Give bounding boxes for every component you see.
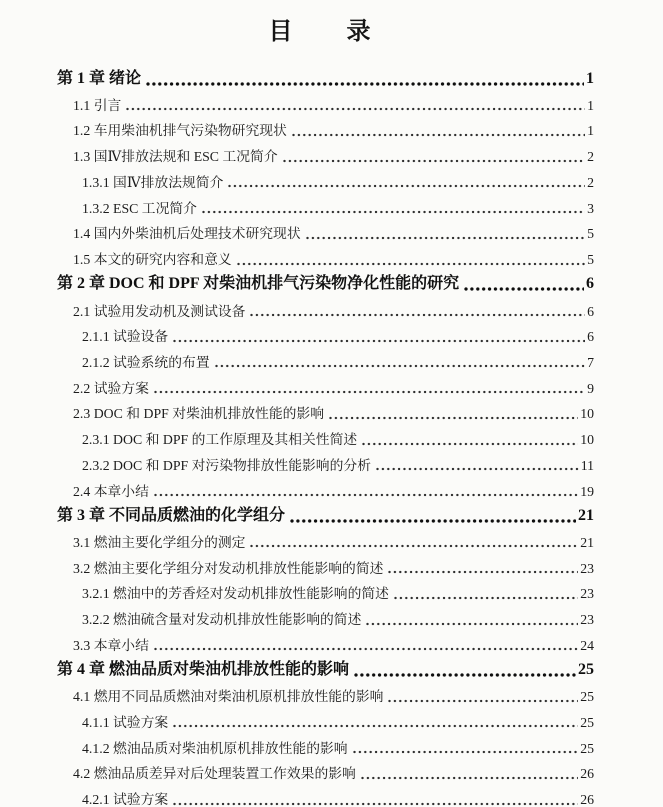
- toc-entry-page: 2: [587, 174, 594, 190]
- toc-leader-dots: [154, 493, 578, 497]
- page-title: 目 录: [268, 19, 373, 45]
- toc-entry-label: 2.2 试验方案: [73, 380, 149, 396]
- toc-entry: [57, 553, 594, 579]
- toc-leader-dots: [146, 82, 584, 86]
- toc-entry-label: 第 3 章 不同品质燃油的化学组分: [57, 506, 286, 524]
- toc-entry: [57, 168, 594, 194]
- toc-entry-label: 1.5 本文的研究内容和意义: [73, 252, 232, 268]
- toc-leader-dots: [283, 159, 585, 163]
- toc-entry-page: 10: [580, 406, 594, 422]
- toc-leader-dots: [154, 390, 585, 394]
- toc-entry: [57, 271, 594, 297]
- toc-entry-label: 4.1.2 燃油品质对柴油机原机排放性能的影响: [82, 740, 348, 756]
- toc-entry-page: 1: [587, 123, 594, 139]
- toc-entry: [57, 656, 594, 682]
- toc-entry: [57, 476, 594, 502]
- toc-entry-page: 25: [580, 740, 594, 756]
- toc-entry-page: 9: [587, 380, 594, 396]
- toc-entry: [57, 322, 594, 348]
- toc-entry-label: 3.1 燃油主要化学组分的测定: [73, 534, 246, 550]
- toc-entry: [57, 116, 594, 142]
- toc-entry-label: 3.2.1 燃油中的芳香烃对发动机排放性能影响的简述: [82, 586, 389, 602]
- toc-entry-page: 19: [580, 483, 594, 499]
- toc-leader-dots: [237, 262, 585, 266]
- toc-entry-label: 2.3.1 DOC 和 DPF 的工作原理及其相关性简述: [82, 432, 358, 448]
- toc-entry-label: 4.1 燃用不同品质燃油对柴油机原机排放性能的影响: [73, 689, 384, 705]
- toc-entry-label: 2.3.2 DOC 和 DPF 对污染物排放性能影响的分析: [82, 457, 371, 473]
- toc-entry: [57, 682, 594, 708]
- toc-entry-page: 25: [580, 715, 594, 730]
- toc-entry: [57, 91, 594, 117]
- toc-entry: [57, 785, 594, 807]
- toc-entry-label: 第 1 章 绪论: [57, 69, 142, 87]
- toc-leader-dots: [353, 750, 579, 754]
- toc-entry: [57, 631, 594, 657]
- toc-entry: [57, 219, 594, 245]
- toc-entry: [57, 373, 594, 399]
- toc-entry: [57, 245, 594, 271]
- toc-entry-page: 5: [587, 252, 594, 268]
- toc-entry: [57, 759, 594, 785]
- toc-entry-label: 1.1 引言: [73, 97, 122, 113]
- toc-entry-page: 23: [580, 586, 594, 602]
- toc-leader-dots: [202, 210, 585, 214]
- toc-entry-page: 25: [580, 689, 594, 705]
- toc-leader-dots: [215, 364, 585, 368]
- toc-entry-page: 6: [587, 303, 594, 319]
- toc-entry: [57, 425, 594, 451]
- toc-entry-page: 7: [587, 354, 594, 370]
- toc-leader-dots: [361, 776, 578, 780]
- toc-leader-dots: [250, 544, 578, 548]
- toc-entry-label: 4.2 燃油品质差异对后处理装置工作效果的影响: [73, 766, 356, 782]
- toc-entry-page: 6: [587, 329, 594, 345]
- toc-entry-label: 3.2 燃油主要化学组分对发动机排放性能影响的简述: [73, 560, 384, 576]
- toc-entry-page: 6: [586, 275, 594, 293]
- toc-entry-page: 10: [580, 432, 594, 448]
- toc-entry-label: 2.1.2 试验系统的布置: [82, 354, 210, 370]
- toc-entry: [57, 65, 594, 91]
- toc-leader-dots: [126, 107, 585, 111]
- toc-entry: [57, 296, 594, 322]
- toc-entry-page: 23: [580, 560, 594, 576]
- toc-entry: [57, 528, 594, 554]
- toc-entry-label: 4.2.1 试验方案: [82, 792, 169, 807]
- toc-leader-dots: [362, 442, 578, 446]
- toc-leader-dots: [173, 724, 578, 728]
- toc-list: [57, 65, 594, 807]
- toc-entry: [57, 579, 594, 605]
- toc-entry-label: 1.3.1 国Ⅳ排放法规简介: [82, 174, 224, 190]
- toc-entry: [57, 142, 594, 168]
- toc-entry-label: 2.3 DOC 和 DPF 对柴油机排放性能的影响: [73, 406, 325, 422]
- toc-entry-label: 1.3 国Ⅳ排放法规和 ESC 工况简介: [73, 149, 278, 165]
- toc-leader-dots: [173, 339, 585, 343]
- toc-leader-dots: [394, 596, 578, 600]
- toc-leader-dots: [464, 287, 584, 291]
- toc-leader-dots: [376, 467, 579, 471]
- toc-entry-label: 2.1 试验用发动机及测试设备: [73, 303, 246, 319]
- toc-entry-page: 24: [580, 637, 594, 653]
- toc-entry-label: 1.3.2 ESC 工况简介: [82, 200, 197, 216]
- toc-entry-label: 3.2.2 燃油硫含量对发动机排放性能影响的简述: [82, 612, 362, 628]
- toc-leader-dots: [366, 622, 578, 626]
- toc-entry-page: 1: [586, 69, 594, 87]
- toc-entry-label: 1.4 国内外柴油机后处理技术研究现状: [73, 226, 301, 242]
- toc-entry-label: 第 4 章 燃油品质对柴油机排放性能的影响: [57, 661, 350, 679]
- toc-entry-page: 2: [587, 149, 594, 165]
- toc-leader-dots: [173, 802, 578, 806]
- toc-entry-label: 1.2 车用柴油机排气污染物研究现状: [73, 123, 287, 139]
- toc-entry-page: 3: [587, 200, 594, 216]
- toc-entry-label: 2.4 本章小结: [73, 483, 149, 499]
- toc-entry-page: 26: [580, 792, 594, 807]
- toc-entry: [57, 193, 594, 219]
- toc-leader-dots: [329, 416, 578, 420]
- toc-entry: [57, 348, 594, 374]
- toc-entry-label: 第 2 章 DOC 和 DPF 对柴油机排气污染物净化性能的研究: [57, 275, 460, 293]
- toc-entry-label: 3.3 本章小结: [73, 637, 149, 653]
- toc-leader-dots: [292, 133, 585, 137]
- toc-leader-dots: [154, 647, 578, 651]
- toc-leader-dots: [388, 699, 578, 703]
- toc-entry-page: 21: [580, 534, 594, 550]
- toc-leader-dots: [290, 519, 576, 523]
- toc-entry: [57, 451, 594, 477]
- toc-entry: [57, 502, 594, 528]
- toc-entry-label: 2.1.1 试验设备: [82, 329, 169, 345]
- toc-entry: [57, 605, 594, 631]
- toc-entry: [57, 733, 594, 759]
- toc-entry-page: 25: [578, 661, 594, 679]
- toc-entry-page: 21: [578, 506, 594, 524]
- toc-leader-dots: [388, 570, 578, 574]
- toc-leader-dots: [250, 313, 585, 317]
- toc-entry-page: 11: [580, 457, 594, 473]
- toc-leader-dots: [228, 184, 585, 188]
- toc-entry-page: 26: [580, 766, 594, 782]
- toc-leader-dots: [306, 236, 585, 240]
- toc-entry: [57, 708, 594, 734]
- toc-entry: [57, 399, 594, 425]
- toc-entry-page: 5: [587, 226, 594, 242]
- toc-entry-page: 1: [587, 97, 594, 113]
- toc-entry-label: 4.1.1 试验方案: [82, 715, 169, 730]
- toc-leader-dots: [354, 673, 576, 677]
- toc-entry-page: 23: [580, 612, 594, 628]
